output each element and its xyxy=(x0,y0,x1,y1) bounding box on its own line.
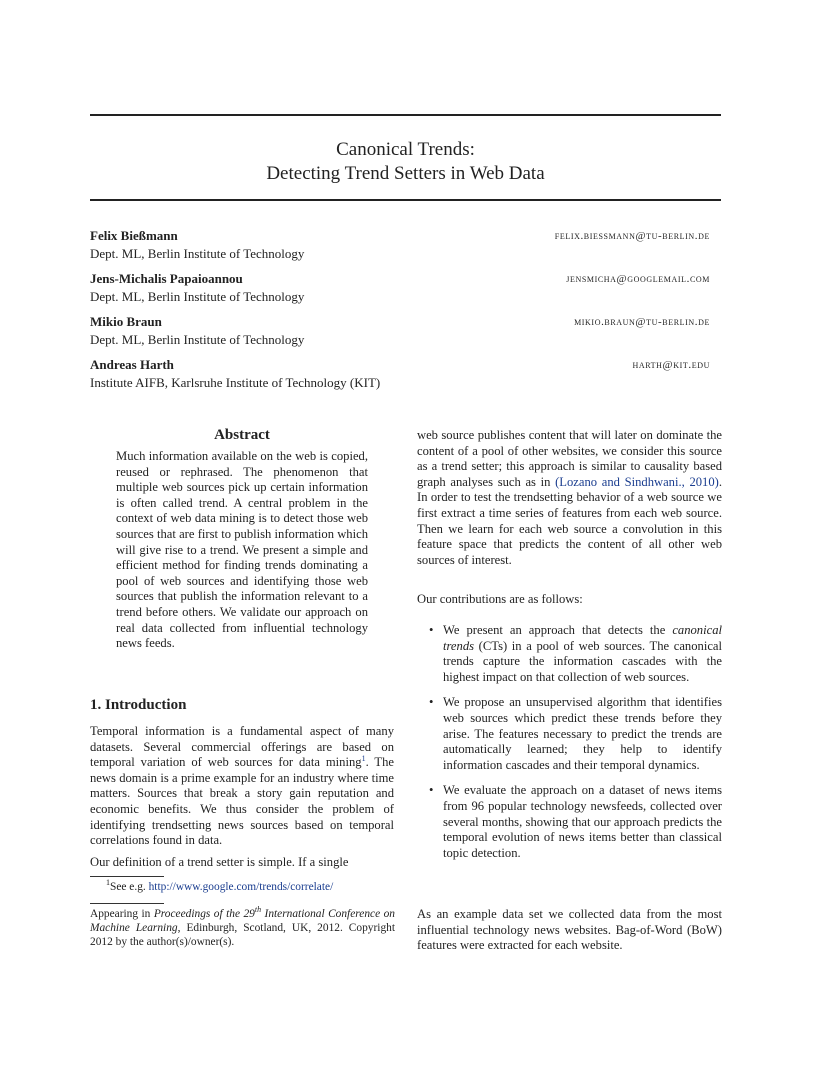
author-email[interactable]: harth@kit.edu xyxy=(632,359,710,371)
bullet-icon: • xyxy=(429,623,434,637)
author-block xyxy=(90,270,710,305)
author-block xyxy=(90,227,710,262)
right-text: . In order to test the trendsetting behavior of a web source we first extract a time series of features from each web source. Then we learn for each web source a convolution in this feature space that predicts the content of all other web sources of interest. xyxy=(417,474,722,567)
title-line-2: Detecting Trend Setters in Web Data xyxy=(266,163,545,184)
right-paragraph-2: Our contributions are as follows: xyxy=(417,592,583,606)
author-name: Andreas Harth xyxy=(90,357,174,372)
author-affiliation: Dept. ML, Berlin Institute of Technology xyxy=(90,332,305,347)
section-heading: 1. Introduction xyxy=(90,697,187,713)
right-paragraph-3: As an example data set we collected data from the most influential technology news websites. Bag-of-Word (BoW) features were extracted for each website. xyxy=(417,907,722,953)
contributions-list xyxy=(417,623,722,861)
right-text: web source publishes content that will later on dominate the content of a pool of other websites, we consider this source as a trend setter; this approach is similar to causality based graph analyses such as in xyxy=(417,428,722,489)
author-block xyxy=(90,313,710,348)
venue-text: Proceedings of the 29 xyxy=(153,908,255,920)
intro-paragraph-2: Our definition of a trend setter is simple. If a single xyxy=(90,855,349,869)
intro-text: Temporal information is a fundamental aspect of many datasets. Several commercial offerings are based on temporal variation of web sources for data mining xyxy=(90,724,394,770)
footnote-link[interactable]: http://www.google.com/trends/correlate/ xyxy=(148,881,334,893)
footnote-ref[interactable]: 1 xyxy=(361,754,366,763)
author-email[interactable]: mikio.braun@tu-berlin.de xyxy=(574,316,710,328)
author-affiliation: Institute AIFB, Karlsruhe Institute of Technology (KIT) xyxy=(90,375,381,390)
bullet-text: We evaluate the approach on a dataset of news items from 96 popular technology newsfeeds, collected over several months, showing that our approach predicts the temporal evolution of news items better than classical topic detection. xyxy=(443,783,722,860)
author-name: Felix Bießmann xyxy=(90,228,178,243)
author-block xyxy=(90,356,710,391)
author-name: Jens-Michalis Papaioannou xyxy=(90,271,243,286)
author-name: Mikio Braun xyxy=(90,314,162,329)
bullet-emphasis: canonical trends xyxy=(443,623,722,653)
footnote xyxy=(106,880,333,894)
venue-text: International Conference on Machine Learning xyxy=(90,908,395,934)
list-item xyxy=(417,623,722,685)
list-item xyxy=(417,695,722,773)
appearing-text: , Edinburgh, Scotland, UK, 2012. Copyright 2012 by the author(s)/owner(s). xyxy=(90,922,396,948)
abstract-text: Much information available on the web is copied, reused or rephrased. The phenomenon that multiple web sources pick up certain information is often called trend. A central problem in the context of web data mining is to detect those web sources that are first to publish information which will give rise to a trend. We present a simple and efficient method for finding trends dominating a pool of web sources and identifying those web sources that publish the information relevant to a trend before others. We validate our approach on real data collected from influential technology news feeds. xyxy=(116,449,368,651)
title-top-rule xyxy=(90,114,721,116)
abstract-heading: Abstract xyxy=(214,427,270,443)
bullet-text: We propose an unsupervised algorithm that identifies web sources which predict these trends before they arise. The features necessary to predict the trends are automatically learned; they help to identify information cascades and their temporal dynamics. xyxy=(443,695,722,772)
appearing-note xyxy=(90,907,395,949)
intro-text: . The news domain is a prime example for an industry where time matters. Sources that break a story gain reputation and economic benefits. We thus consider the problem of identifying trendsetting news sources based on temporal correlations found in data. xyxy=(90,755,394,848)
intro-paragraph-1 xyxy=(90,724,394,849)
author-affiliation: Dept. ML, Berlin Institute of Technology xyxy=(90,246,305,261)
footnote-mark: 1 xyxy=(106,878,110,888)
title-line-1: Canonical Trends: xyxy=(336,139,475,160)
author-email[interactable]: jensmicha@googlemail.com xyxy=(566,273,710,285)
bullet-icon: • xyxy=(429,783,434,798)
right-paragraph-1 xyxy=(417,428,722,568)
footnote-text: See e.g. xyxy=(110,881,146,893)
citation-link[interactable]: (Lozano and Sindhwani., 2010) xyxy=(555,474,719,489)
appearing-rule xyxy=(90,903,164,904)
bullet-icon: • xyxy=(429,695,434,710)
appearing-text: Appearing in xyxy=(90,908,154,920)
list-item xyxy=(417,783,722,861)
title-bottom-rule xyxy=(90,199,721,201)
venue-sup: th xyxy=(254,905,262,915)
author-email[interactable]: felix.biessmann@tu-berlin.de xyxy=(554,230,710,242)
bullet-text: (CTs) in a pool of web sources. The canonical trends capture the information cascades with the highest impact on that collection of web sources. xyxy=(443,638,722,684)
author-affiliation: Dept. ML, Berlin Institute of Technology xyxy=(90,289,305,304)
bullet-text: We present an approach that detects the xyxy=(443,623,673,637)
footnote-rule xyxy=(90,876,164,877)
paper-title xyxy=(90,138,721,186)
